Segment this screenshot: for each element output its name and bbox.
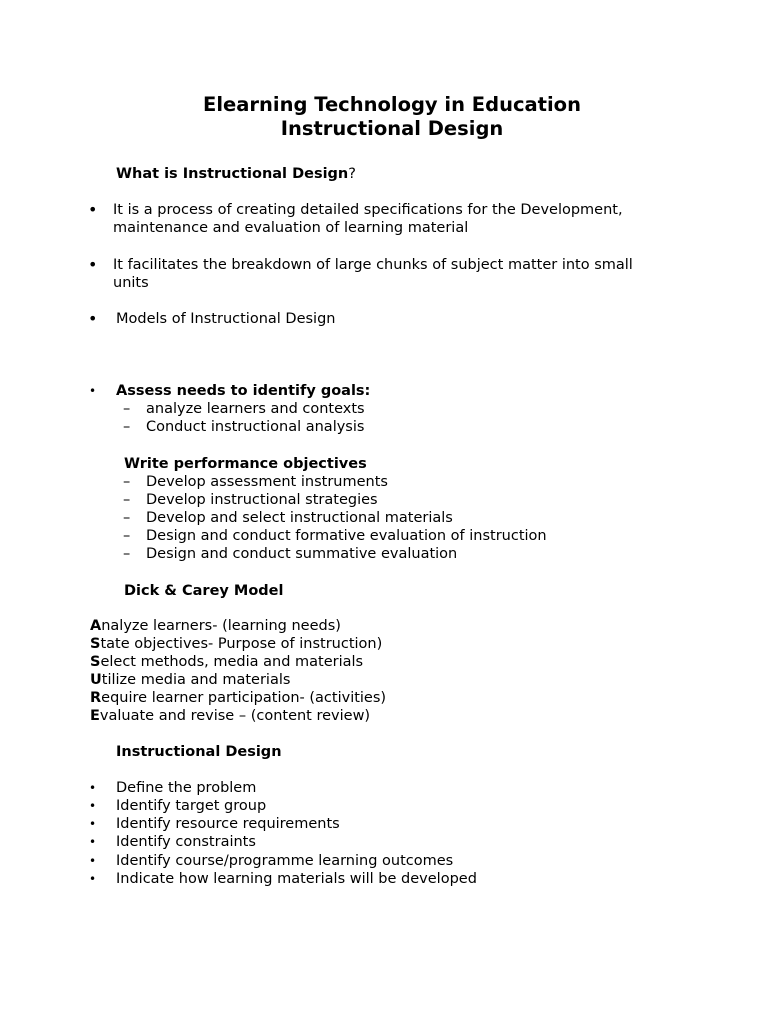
dash-icon: – [123,492,131,508]
list-item: Design and conduct summative evaluation [146,546,458,562]
list-item: Identify resource requirements [116,816,340,832]
assure-letter: E [90,708,100,724]
assure-text: tilize media and materials [101,672,291,688]
bullet-icon: • [88,255,98,274]
bullet-icon: • [89,854,97,868]
bullet-icon: • [89,835,97,849]
assure-letter: S [90,654,101,670]
assure-row [90,635,382,653]
list-item: Design and conduct formative evaluation of instruction [146,528,547,544]
assure-letter: R [90,690,102,706]
list-item: Develop and select instructional materials [146,510,453,526]
list-item: Indicate how learning materials will be developed [116,871,477,887]
list-item: Develop assessment instruments [146,474,388,490]
assure-letter: A [90,618,102,634]
dash-icon: – [123,401,131,417]
assure-text: nalyze learners- (learning needs) [101,618,341,634]
bullet-icon: • [89,781,97,795]
assure-text: valuate and revise – (content review) [99,708,371,724]
list-item: Conduct instructional analysis [146,419,365,435]
assure-letter: U [90,672,102,688]
list-item: Develop instructional strategies [146,492,378,508]
section-heading-what-is [116,165,356,183]
list-item: Identify constraints [116,834,256,850]
dash-icon: – [123,546,131,562]
document-subtitle: Instructional Design [280,117,504,140]
assure-row [90,653,363,671]
dash-icon: – [123,419,131,435]
list-item-continued: maintenance and evaluation of learning material [113,220,469,236]
objectives-heading: Write performance objectives [124,456,367,472]
list-item: analyze learners and contexts [146,401,365,417]
assess-heading: Assess needs to identify goals: [116,383,371,399]
dash-icon: – [123,528,131,544]
assure-row [90,689,386,707]
bullet-icon: • [88,200,98,219]
bullet-icon: • [89,799,97,813]
bullet-icon: • [89,384,97,398]
bullet-icon: • [88,309,98,328]
list-item-continued: units [113,275,149,291]
section-heading-text: What is Instructional Design [116,166,349,182]
document-title: Elearning Technology in Education [203,93,581,116]
assure-text: tate objectives- Purpose of instruction) [100,636,383,652]
list-item: Identify target group [116,798,267,814]
assure-row [90,707,370,725]
model-name-heading: Dick & Carey Model [124,583,284,599]
bullet-icon: • [89,872,97,886]
assure-text: equire learner participation- (activities) [101,690,387,706]
bullet-icon: • [89,817,97,831]
list-item: It is a process of creating detailed specifications for the Development, [113,202,623,218]
dash-icon: – [123,510,131,526]
section-heading-suffix: ? [348,166,356,182]
assure-text: elect methods, media and materials [100,654,364,670]
list-item: Define the problem [116,780,257,796]
list-item: Models of Instructional Design [116,311,336,327]
assure-row [90,671,290,689]
list-item: It facilitates the breakdown of large chunks of subject matter into small [113,257,633,273]
assure-letter: S [90,636,101,652]
section-heading-instructional-design: Instructional Design [116,744,282,760]
dash-icon: – [123,474,131,490]
assure-row [90,617,341,635]
list-item: Identify course/programme learning outcomes [116,853,454,869]
